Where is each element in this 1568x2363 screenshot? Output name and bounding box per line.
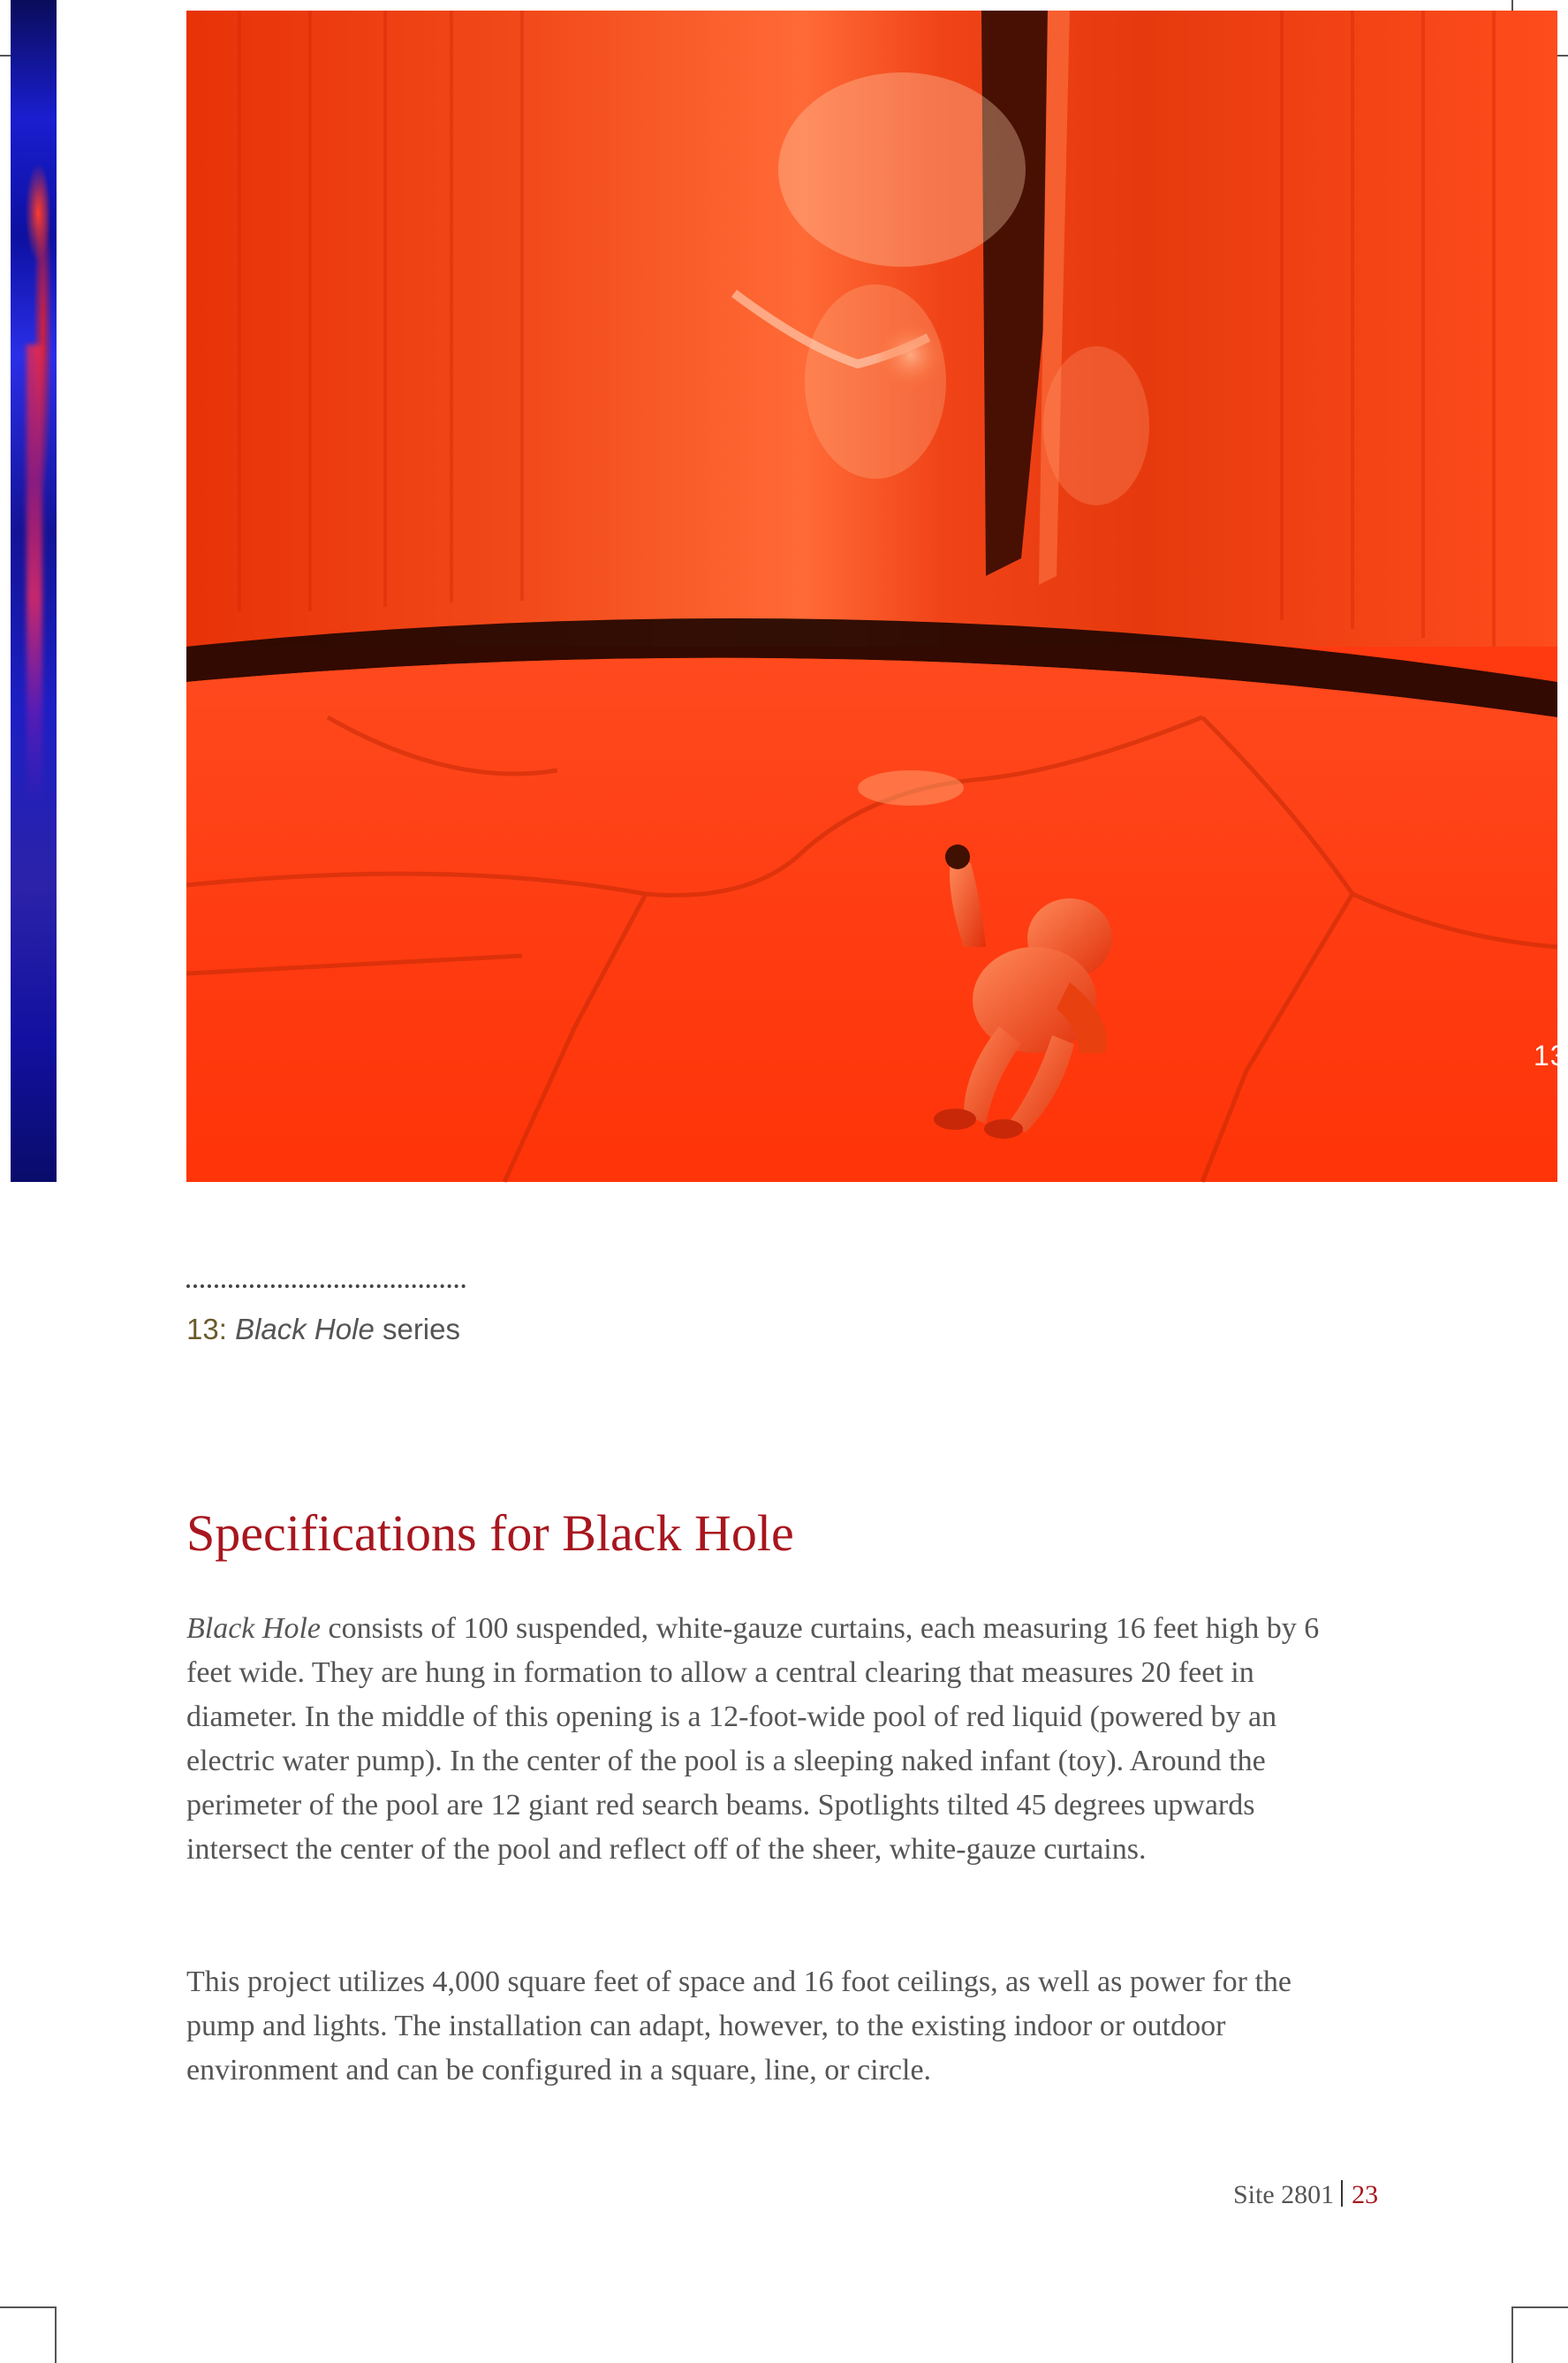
folio-separator (1341, 2180, 1343, 2207)
body-paragraph-2: This project utilizes 4,000 square feet of space and 16 foot ceilings, as well as power for the pump and lights. The installation can adapt, however, to the existing indoor or outdoor environment and can be configured in a square, line, or circle. (186, 1965, 1292, 2087)
crop-mark-bottom-left (0, 2306, 57, 2363)
folio-page-number: 23 (1352, 2180, 1379, 2209)
section-heading: Specifications for Black Hole (186, 1504, 794, 1562)
installation-photo (186, 11, 1567, 1182)
page-folio (1233, 2180, 1378, 2210)
caption-separator: : (218, 1313, 236, 1345)
caption-title: Black Hole (235, 1313, 375, 1345)
folio-publication: Site 2801 (1233, 2180, 1335, 2209)
photo-caption (186, 1313, 460, 1346)
paragraph-1-lead: Black Hole (186, 1612, 321, 1645)
caption-suffix: series (374, 1313, 460, 1345)
caption-number: 13 (186, 1313, 219, 1345)
paragraph-1-text: consists of 100 suspended, white-gauze curtains, each measuring 16 feet high by 6 feet wide. They are hung in formation to allow a central clearing that measures 20 feet in diameter. In the middle of this opening is a 12-foot-wide pool of red liquid (powered by an electric water pump). In the center of the pool is a sleeping naked infant (toy). Around the perimeter of the pool are 12 giant red search beams. Spotlights tilted 45 degrees upwards intersect the center of the pool and reflect off of the sheer, white-gauze curtains. (186, 1612, 1320, 1866)
caption-dotted-rule (186, 1284, 466, 1288)
installation-photo-illustration (186, 11, 1557, 1182)
photo-number: 13 (1534, 1040, 1567, 1072)
facing-page-image-bleed (11, 0, 57, 1182)
crop-mark-bottom-right (1511, 2306, 1568, 2363)
body-paragraph-1 (186, 1607, 1361, 1872)
